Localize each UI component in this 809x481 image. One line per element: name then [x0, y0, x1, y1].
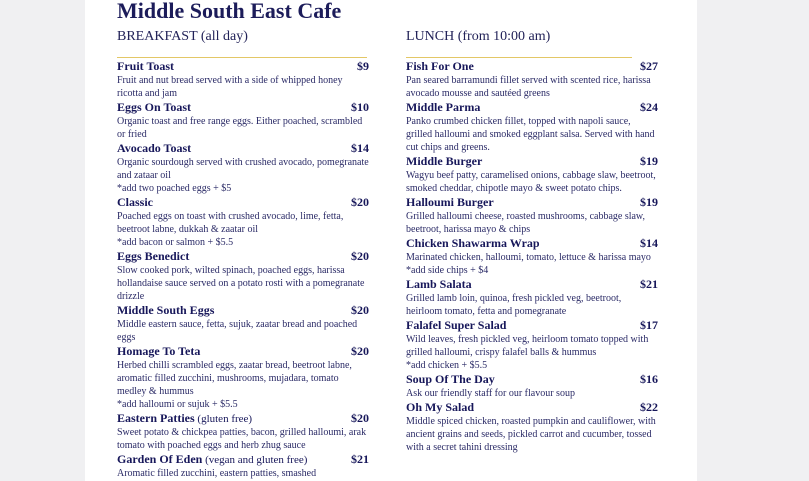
menu-item-price: $20 [351, 411, 369, 425]
menu-item-price: $17 [640, 318, 658, 332]
menu-page [85, 0, 697, 481]
menu-item-description: Wagyu beef patty, caramelised onions, cabbage slaw, beetroot, smoked cheddar, chipotle mayo & sweet potato chips. [406, 170, 656, 194]
menu-item-header [406, 59, 658, 74]
menu-item-description: Fruit and nut bread served with a side of whipped honey ricotta and jam [117, 75, 343, 99]
menu-item-description: Panko crumbed chicken fillet, topped with napoli sauce, grilled halloumi and smoked eggplant salsa. Served with hand cut chips and greens. [406, 116, 655, 153]
menu-item-header [406, 277, 658, 292]
menu-item [406, 154, 658, 195]
menu-item-addon: *add chicken + $5.5 [406, 360, 488, 371]
menu-item-price: $27 [640, 59, 658, 73]
menu-item-description: Organic sourdough served with crushed avocado, pomegranate and zataar oil [117, 157, 369, 181]
menu-item [117, 59, 369, 100]
menu-item-price: $24 [640, 100, 658, 114]
menu-item-title [406, 100, 480, 115]
menu-item-name: Classic [117, 195, 153, 209]
menu-item-price: $9 [357, 59, 369, 73]
menu-item-description: Marinated chicken, halloumi, tomato, lettuce & harissa mayo [406, 252, 651, 263]
menu-item-title [117, 59, 174, 74]
menu-item [406, 400, 658, 454]
menu-item-addon: *add halloumi or sujuk + $5.5 [117, 399, 238, 410]
menu-item-name: Eggs On Toast [117, 100, 192, 114]
menu-item-title [117, 249, 189, 264]
breakfast-column [117, 26, 369, 480]
menu-item-header [406, 400, 658, 415]
menu-item-description: Middle eastern sauce, fetta, sujuk, zaatar bread and poached eggs [117, 319, 358, 343]
menu-item [406, 59, 658, 100]
menu-item-name: Chicken Shawarma Wrap [406, 236, 540, 250]
menu-item-header [406, 195, 658, 210]
menu-item-price: $20 [351, 344, 369, 358]
menu-item-description: Poached eggs on toast with crushed avocado, lime, fetta, beetroot labne, dukkah & zaatar oil [117, 211, 344, 235]
menu-item-price: $14 [351, 141, 369, 155]
lunch-list [406, 59, 658, 454]
menu-item-title [117, 452, 307, 467]
menu-item [406, 277, 658, 318]
menu-item-header [406, 372, 658, 387]
menu-item-header [406, 100, 658, 115]
breakfast-list [117, 59, 369, 480]
menu-item-description: Sweet potato & chickpea patties, bacon, grilled halloumi, arak tomato with poached eggs and herb zhug sauce [117, 427, 367, 451]
menu-item [117, 100, 369, 141]
menu-item-name: Garden Of Eden [117, 452, 203, 466]
menu-item-description: Organic toast and free range eggs. Either poached, scrambled or fried [117, 116, 363, 140]
lunch-column [406, 26, 658, 454]
menu-item-price: $20 [351, 249, 369, 263]
menu-item [117, 303, 369, 344]
menu-item-price: $19 [640, 195, 658, 209]
menu-item-title [406, 236, 540, 251]
menu-item-description: Middle spiced chicken, roasted pumpkin and cauliflower, with ancient grains and seeds, pickled carrot and cucumber, tossed with a secret tahini dressing [406, 416, 656, 453]
menu-item-name: Fruit Toast [117, 59, 175, 73]
menu-item-name: Fish For One [406, 59, 474, 73]
menu-item [406, 318, 658, 372]
menu-item-price: $20 [351, 195, 369, 209]
menu-item-header [117, 59, 369, 74]
menu-item-addon: *add bacon or salmon + $5.5 [117, 237, 234, 248]
menu-item-name: Middle South Eggs [117, 303, 215, 317]
menu-item-name: Eastern Patties [117, 411, 195, 425]
menu-item-header [406, 318, 658, 333]
menu-item [117, 452, 369, 480]
menu-item-title [406, 277, 472, 292]
menu-item-name: Middle Parma [406, 100, 481, 114]
menu-item [117, 195, 369, 249]
menu-item-name: Falafel Super Salad [406, 318, 507, 332]
menu-item-note: (gluten free) [194, 413, 253, 425]
menu-item-price: $10 [351, 100, 369, 114]
breakfast-heading: BREAKFAST (all day) [117, 26, 367, 58]
menu-item-description: Aromatic filled zucchini, eastern patties, smashed [117, 468, 317, 479]
menu-item-description: Pan seared barramundi fillet served with scented rice, harissa avocado mousse and sautéed greens [406, 75, 651, 99]
menu-item-description: Herbed chilli scrambled eggs, zaatar bread, beetroot labne, aromatic filled zucchini, mushrooms, mujadara, tomato medley & hummus [117, 360, 352, 397]
menu-item-title [117, 195, 153, 210]
menu-item-price: $20 [351, 303, 369, 317]
menu-item-header [117, 249, 369, 264]
menu-item-title [406, 318, 506, 333]
menu-item [117, 344, 369, 411]
menu-item-price: $21 [351, 452, 369, 466]
menu-item-name: Lamb Salata [406, 277, 472, 291]
menu-item-header [117, 303, 369, 318]
menu-item-header [117, 195, 369, 210]
menu-item-name: Soup Of The Day [406, 372, 495, 386]
menu-item-header [117, 100, 369, 115]
menu-item-name: Eggs Benedict [117, 249, 190, 263]
menu-item [406, 100, 658, 154]
menu-item-addon: *add two poached eggs + $5 [117, 183, 232, 194]
menu-item-description: Grilled halloumi cheese, roasted mushrooms, cabbage slaw, beetroot, harissa mayo & chips [406, 211, 646, 235]
menu-item-title [406, 154, 482, 169]
menu-item-name: Halloumi Burger [406, 195, 494, 209]
menu-item-name: Middle Burger [406, 154, 483, 168]
menu-item [117, 141, 369, 195]
menu-item-price: $16 [640, 372, 658, 386]
menu-item [406, 372, 658, 400]
menu-item-addon: *add side chips + $4 [406, 265, 489, 276]
menu-item-title [117, 411, 252, 426]
menu-item-header [117, 411, 369, 426]
menu-item-title [117, 100, 191, 115]
menu-item-title [406, 59, 474, 74]
menu-item-description: Grilled lamb loin, quinoa, fresh pickled veg, beetroot, heirloom tomato, fetta and pomegranate [406, 293, 622, 317]
menu-item-header [117, 141, 369, 156]
menu-item [406, 195, 658, 236]
menu-item-description: Slow cooked pork, wilted spinach, poached eggs, harissa hollandaise sauce served on a potato rosti with a pomegranate drizzle [117, 265, 365, 302]
menu-item-name: Oh My Salad [406, 400, 475, 414]
menu-item [117, 411, 369, 452]
lunch-heading: LUNCH (from 10:00 am) [406, 26, 632, 58]
menu-item-title [117, 141, 191, 156]
menu-item-header [117, 344, 369, 359]
menu-item-name: Homage To Teta [117, 344, 201, 358]
menu-item-title [117, 344, 200, 359]
menu-item-description: Wild leaves, fresh pickled veg, heirloom tomato topped with grilled halloumi, crispy falafel balls & hummus [406, 334, 649, 358]
menu-item-price: $14 [640, 236, 658, 250]
menu-item-header [406, 154, 658, 169]
menu-item-header [117, 452, 369, 467]
menu-item-title [406, 195, 494, 210]
menu-item-note: (vegan and gluten free) [202, 454, 308, 466]
menu-item-price: $19 [640, 154, 658, 168]
menu-title: Middle South East Cafe [117, 0, 342, 23]
menu-item-header [406, 236, 658, 251]
menu-item-price: $21 [640, 277, 658, 291]
menu-item-title [117, 303, 214, 318]
menu-item-name: Avocado Toast [117, 141, 192, 155]
menu-item [406, 236, 658, 277]
menu-item-title [406, 372, 495, 387]
menu-item-description: Ask our friendly staff for our flavour soup [406, 388, 575, 399]
menu-item-title [406, 400, 474, 415]
menu-item [117, 249, 369, 303]
menu-item-price: $22 [640, 400, 658, 414]
